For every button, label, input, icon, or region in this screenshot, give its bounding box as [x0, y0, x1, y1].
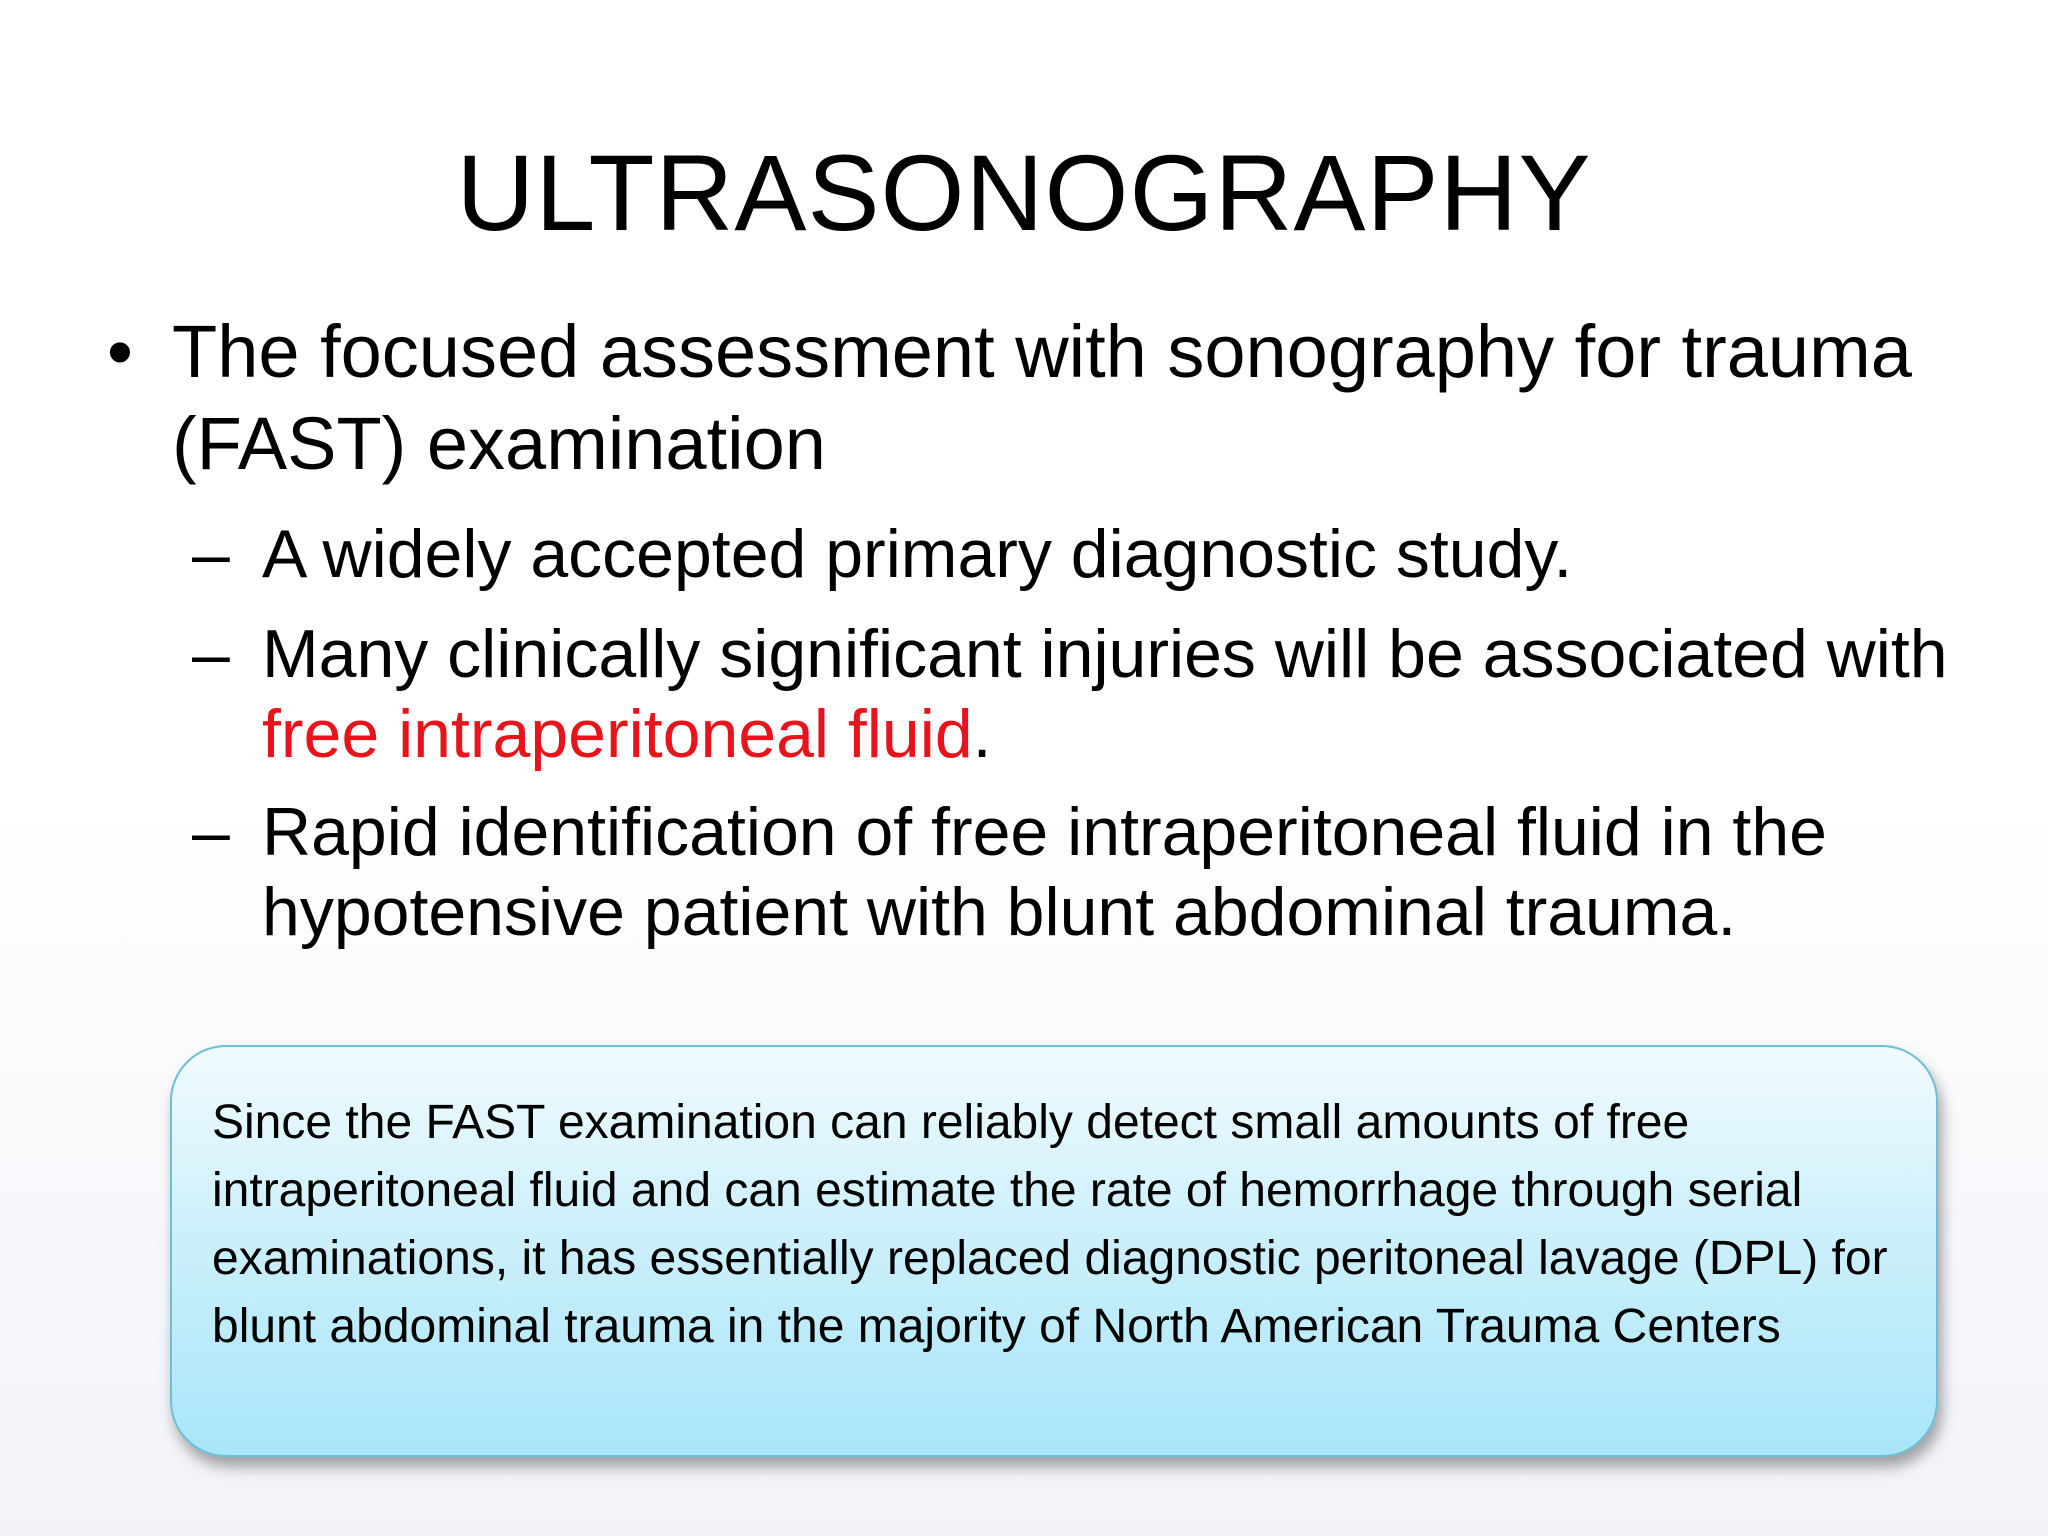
- sub-bullet-text: Rapid identification of free intraperitoneal fluid in the hypotensive patient with blunt abdominal trauma.: [262, 794, 1827, 950]
- slide-title: ULTRASONOGRAPHY: [456, 132, 1592, 253]
- main-bullet-text: The focused assessment with sonography for trauma (FAST) examination: [172, 310, 1912, 485]
- sub-bullet-dash: –: [192, 616, 230, 692]
- main-bullet: [90, 306, 1970, 490]
- sub-bullet-text: A widely accepted primary diagnostic study.: [262, 516, 1573, 592]
- sub-bullet-text-tail: .: [972, 696, 992, 772]
- sub-bullet-injuries: [192, 614, 1992, 774]
- sub-bullet-dash: –: [192, 794, 230, 870]
- bullet-marker: •: [107, 310, 133, 393]
- sub-bullet-text: [262, 614, 1992, 774]
- highlighted-phrase: free intraperitoneal fluid: [262, 696, 973, 772]
- sub-bullet-dash: –: [192, 516, 230, 592]
- sub-bullet-rapid-identification: [192, 792, 1992, 952]
- sub-bullet-text-lead: Many clinically significant injuries will be associated with: [262, 616, 1948, 692]
- callout-box: [170, 1045, 1938, 1457]
- sub-bullet-primary-study: [192, 514, 1992, 594]
- callout-text: Since the FAST examination can reliably detect small amounts of free intraperitoneal fluid and can estimate the rate of hemorrhage through serial examinations, it has essentially replaced diagnostic peritoneal lavage (DPL) for blunt abdominal trauma in the majority of North American Trauma Centers: [212, 1096, 1888, 1353]
